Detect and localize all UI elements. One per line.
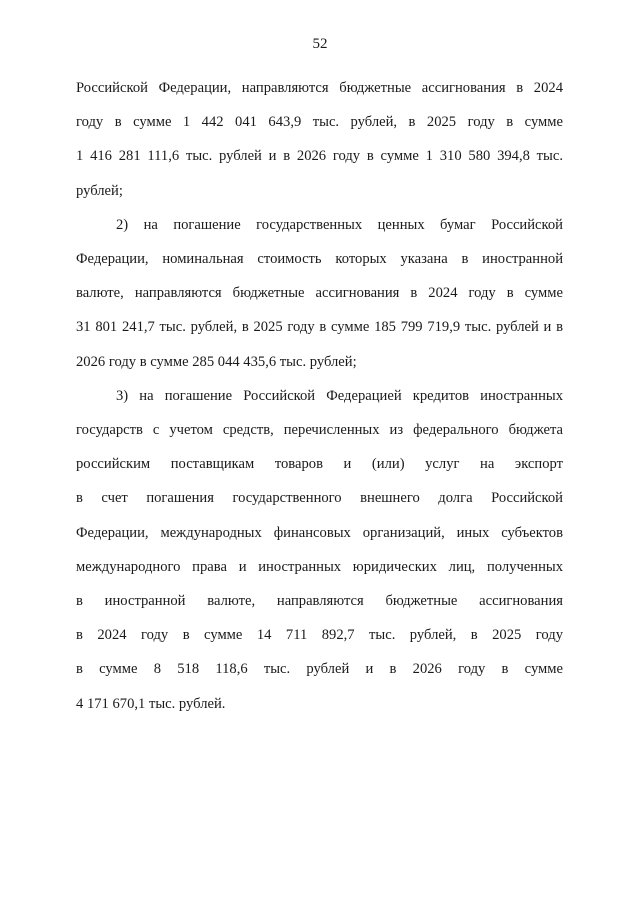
paragraph-item-2 <box>76 208 563 379</box>
text-line: государств с учетом средств, перечисленных из федерального бюджета <box>76 422 563 439</box>
text-line: российским поставщикам товаров и (или) услуг на экспорт <box>76 456 563 473</box>
text-line: 1 416 281 111,6 тыс. рублей и в 2026 году в сумме 1 310 580 394,8 тыс. <box>76 148 563 165</box>
text-line: Российской Федерации, направляются бюджетные ассигнования в 2024 <box>76 80 563 96</box>
paragraph-item-3 <box>76 379 563 721</box>
text-line: валюте, направляются бюджетные ассигнования в 2024 году в сумме <box>76 285 563 302</box>
paragraph-continuation <box>76 71 563 208</box>
text-line: в счет погашения государственного внешнего долга Российской <box>76 490 563 507</box>
text-line: рублей; <box>76 182 123 199</box>
text-line: 4 171 670,1 тыс. рублей. <box>76 695 226 712</box>
text-line: 3) на погашение Российской Федерацией кредитов иностранных <box>116 387 563 404</box>
page-number: 52 <box>312 36 328 52</box>
document-body <box>76 71 563 721</box>
text-line: 2) на погашение государственных ценных бумаг Российской <box>116 216 563 233</box>
text-line: Федерации, международных финансовых организаций, иных субъектов <box>76 524 563 541</box>
text-line: году в сумме 1 442 041 643,9 тыс. рублей, в 2025 году в сумме <box>76 114 563 131</box>
text-line: Федерации, номинальная стоимость которых указана в иностранной <box>76 251 563 268</box>
text-line: в иностранной валюте, направляются бюджетные ассигнования <box>76 593 563 610</box>
text-line: международного права и иностранных юридических лиц, полученных <box>76 558 563 575</box>
text-line: 31 801 241,7 тыс. рублей, в 2025 году в сумме 185 799 719,9 тыс. рублей и в <box>76 319 563 336</box>
text-line: в 2024 году в сумме 14 711 892,7 тыс. рублей, в 2025 году <box>76 627 563 644</box>
text-line: в сумме 8 518 118,6 тыс. рублей и в 2026 году в сумме <box>76 661 563 678</box>
text-line: 2026 году в сумме 285 044 435,6 тыс. рублей; <box>76 353 357 370</box>
